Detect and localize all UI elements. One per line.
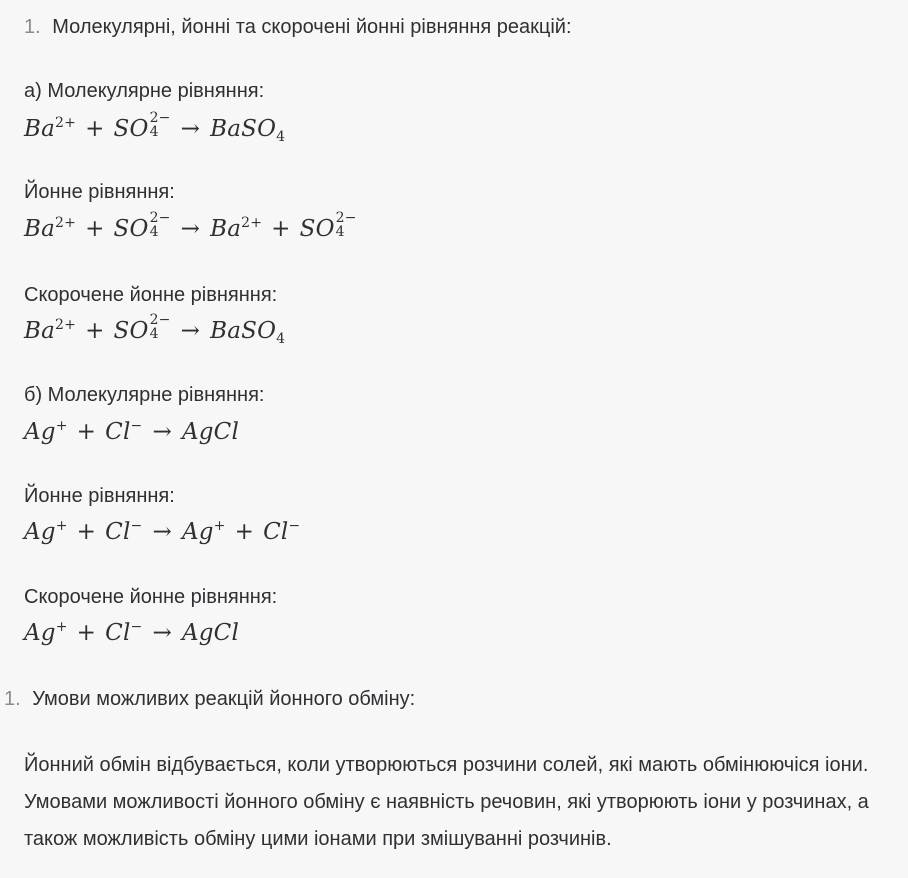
formula-cl: Cl (105, 419, 131, 445)
formula-cl: Cl (105, 620, 131, 646)
equation-b-molecular (24, 419, 239, 445)
charge: + (55, 518, 68, 534)
plus-sign: + (76, 519, 97, 545)
formula-ba: Ba (210, 318, 242, 344)
charge: 2− (335, 210, 357, 226)
plus-sign: + (234, 519, 255, 545)
charge: 2+ (55, 115, 77, 131)
list-number: 1. (24, 16, 41, 38)
subscript: 4 (149, 124, 159, 140)
plus-sign: + (85, 318, 105, 344)
arrow: → (180, 318, 201, 344)
formula-ba: Ba (210, 216, 242, 242)
formula-cl: Cl (213, 419, 240, 445)
formula-cl: Cl (213, 620, 240, 646)
equation-b-ionic (24, 519, 300, 545)
arrow: → (152, 620, 172, 646)
formula-ag: Ag (181, 620, 214, 646)
charge: − (130, 619, 143, 635)
list-item-1 (24, 16, 572, 39)
charge: − (130, 418, 143, 434)
formula-ag: Ag (24, 620, 56, 646)
formula-ag: Ag (181, 419, 214, 445)
arrow: → (180, 216, 201, 242)
equation-b-short (24, 620, 239, 646)
formula-ba: Ba (210, 116, 242, 142)
charge: − (130, 518, 143, 534)
charge: 2+ (55, 317, 77, 333)
label-a-short: Скорочене йонне рівняння: (24, 284, 278, 306)
label-a-molecular: а) Молекулярне рівняння: (24, 80, 265, 102)
arrow: → (152, 419, 172, 445)
formula-cl: Cl (105, 519, 131, 545)
formula-ag: Ag (24, 519, 56, 545)
sub-sup (335, 210, 357, 240)
subscript: 4 (149, 224, 159, 240)
equation-a-ionic (24, 210, 357, 242)
plus-sign: + (271, 216, 291, 242)
subscript: 4 (276, 331, 286, 347)
charge: + (213, 518, 226, 534)
formula-so: SO (113, 116, 149, 142)
charge: 2− (149, 312, 171, 328)
charge: + (55, 418, 68, 434)
arrow: → (180, 116, 201, 142)
formula-so: SO (299, 216, 335, 242)
label-a-ionic: Йонне рівняння: (24, 181, 175, 203)
list-item-heading: Молекулярні, йонні та скорочені йонні рівняння реакцій: (52, 16, 572, 38)
equation-a-short (24, 312, 286, 347)
formula-cl: Cl (263, 519, 289, 545)
charge: 2+ (241, 215, 263, 231)
plus-sign: + (76, 620, 97, 646)
sub-sup (149, 312, 171, 342)
sub-sup (149, 210, 171, 240)
list-number: 1. (4, 688, 21, 710)
plus-sign: + (76, 419, 97, 445)
formula-so: SO (241, 116, 277, 142)
formula-so: SO (113, 318, 149, 344)
equation-a-molecular (24, 110, 286, 145)
list-item-heading: Умови можливих реакцій йонного обміну: (32, 688, 416, 710)
subscript: 4 (276, 129, 286, 145)
formula-ba: Ba (24, 216, 56, 242)
charge: 2+ (55, 215, 77, 231)
charge: − (288, 518, 301, 534)
charge: 2− (149, 110, 171, 126)
arrow: → (152, 519, 172, 545)
subscript: 4 (149, 326, 159, 342)
formula-so: SO (241, 318, 277, 344)
charge: 2− (149, 210, 171, 226)
label-b-ionic: Йонне рівняння: (24, 485, 175, 507)
explanation-paragraph: Йонний обмін відбувається, коли утворюються розчини солей, які мають обмінюючіся іони. Умовами можливості йонного обміну є наявність речовин, які утворюють іони у розчинах, а також можливість обміну цими іонами при змішуванні розчинів. (24, 754, 869, 850)
formula-ag: Ag (24, 419, 56, 445)
formula-so: SO (113, 216, 149, 242)
formula-ba: Ba (24, 318, 56, 344)
plus-sign: + (85, 216, 105, 242)
subscript: 4 (335, 224, 345, 240)
list-item-2 (4, 688, 415, 711)
label-b-short: Скорочене йонне рівняння: (24, 586, 278, 608)
charge: + (55, 619, 68, 635)
sub-sup (149, 110, 171, 140)
plus-sign: + (85, 116, 105, 142)
formula-ag: Ag (181, 519, 214, 545)
formula-ba: Ba (24, 116, 56, 142)
label-b-molecular: б) Молекулярне рівняння: (24, 384, 265, 406)
